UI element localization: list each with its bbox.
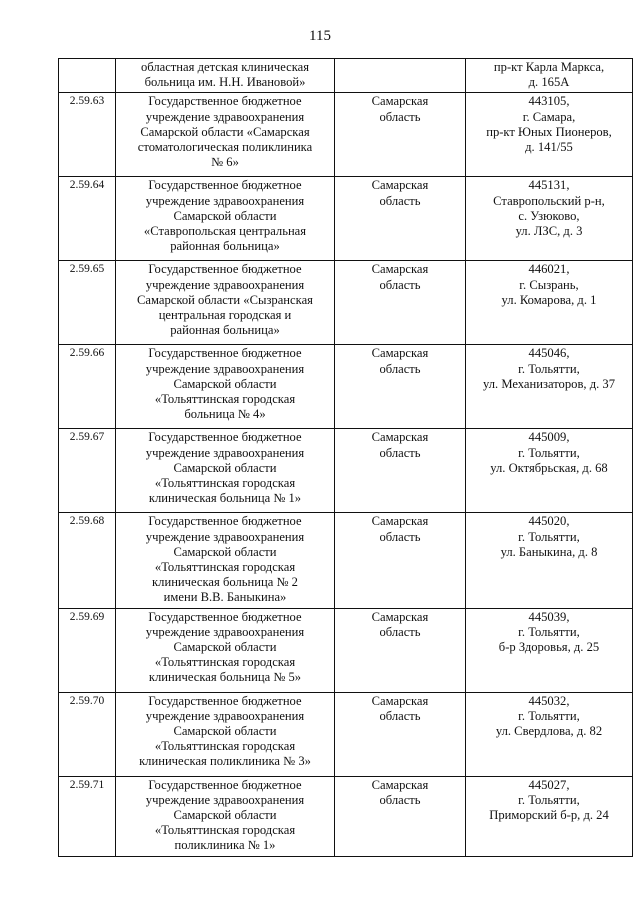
row-number-cell: 2.59.70 bbox=[59, 692, 116, 776]
institution-name-cell bbox=[116, 429, 335, 513]
address-line: ул. Свердлова, д. 82 bbox=[495, 724, 603, 739]
institution-name-cell bbox=[116, 345, 335, 429]
table-row bbox=[59, 692, 633, 776]
institution-name-line: больница № 4» bbox=[184, 407, 266, 422]
institution-name-line: клиническая больница № 2 bbox=[152, 575, 298, 590]
table-row bbox=[59, 513, 633, 608]
table-row bbox=[59, 261, 633, 345]
address-line: г. Тольятти, bbox=[518, 361, 580, 376]
address-cell bbox=[466, 608, 633, 692]
institution-name-line: «Тольяттинская городская bbox=[154, 560, 296, 575]
region-line: Самарская bbox=[371, 693, 429, 708]
institution-name-line: учреждение здравоохранения bbox=[145, 792, 305, 807]
institution-name-line: Государственное бюджетное bbox=[148, 777, 302, 792]
address-line: г. Тольятти, bbox=[518, 445, 580, 460]
institution-name-line: Самарской области bbox=[173, 376, 277, 391]
region-cell bbox=[335, 59, 466, 93]
institution-name-line: клиническая больница № 5» bbox=[148, 670, 302, 685]
address-cell bbox=[466, 776, 633, 856]
address-cell bbox=[466, 177, 633, 261]
institution-name-line: Государственное бюджетное bbox=[148, 609, 302, 624]
region-line: область bbox=[379, 361, 421, 376]
institution-name-cell bbox=[116, 261, 335, 345]
address-line: г. Тольятти, bbox=[518, 792, 580, 807]
address-cell bbox=[466, 59, 633, 93]
region-line: область bbox=[379, 445, 421, 460]
institution-name-line: районная больница» bbox=[170, 323, 280, 338]
address-line: б-р Здоровья, д. 25 bbox=[498, 640, 600, 655]
address-line: г. Сызрань, bbox=[519, 277, 579, 292]
institution-name-line: Самарской области bbox=[173, 460, 277, 475]
institution-name-line: больница им. Н.Н. Ивановой» bbox=[144, 75, 306, 90]
address-line: 445039, bbox=[528, 609, 570, 624]
institution-name-line: «Тольяттинская городская bbox=[154, 655, 296, 670]
institution-name-line: учреждение здравоохранения bbox=[145, 445, 305, 460]
institution-name-line: Самарской области bbox=[173, 808, 277, 823]
address-line: 445027, bbox=[528, 777, 570, 792]
region-line: область bbox=[379, 109, 421, 124]
region-line: Самарская bbox=[371, 346, 429, 361]
institution-name-line: Государственное бюджетное bbox=[148, 514, 302, 529]
institution-name-line: областная детская клиническая bbox=[140, 60, 310, 74]
institution-name-line: учреждение здравоохранения bbox=[145, 193, 305, 208]
institution-name-line: учреждение здравоохранения bbox=[145, 529, 305, 544]
institution-name-cell bbox=[116, 608, 335, 692]
address-line: г. Тольятти, bbox=[518, 708, 580, 723]
address-line: с. Узюково, bbox=[518, 208, 580, 223]
address-cell bbox=[466, 513, 633, 608]
region-cell bbox=[335, 513, 466, 608]
institution-name-cell bbox=[116, 59, 335, 93]
row-number-cell bbox=[59, 59, 116, 93]
row-number-cell: 2.59.65 bbox=[59, 261, 116, 345]
table-row bbox=[59, 177, 633, 261]
row-number-cell: 2.59.63 bbox=[59, 93, 116, 177]
address-line: ул. Механизаторов, д. 37 bbox=[483, 376, 615, 391]
institution-name-line: поликлиника № 1» bbox=[174, 838, 276, 853]
address-line: Ставропольский р-н, bbox=[493, 193, 605, 208]
institution-name-line: «Тольяттинская городская bbox=[154, 476, 296, 491]
institution-name-line: учреждение здравоохранения bbox=[145, 277, 305, 292]
institution-name-line: учреждение здравоохранения bbox=[145, 109, 305, 124]
institution-name-line: центральная городская и bbox=[158, 308, 292, 323]
table-row bbox=[59, 776, 633, 856]
address-line: 445020, bbox=[528, 514, 570, 529]
address-line: 445009, bbox=[528, 430, 570, 445]
address-line: 446021, bbox=[528, 262, 570, 277]
region-cell bbox=[335, 93, 466, 177]
table-row bbox=[59, 59, 633, 93]
region-line: Самарская bbox=[371, 94, 429, 109]
address-cell bbox=[466, 93, 633, 177]
address-line: г. Тольятти, bbox=[518, 624, 580, 639]
region-line: Самарская bbox=[371, 514, 429, 529]
address-line: ул. Комарова, д. 1 bbox=[501, 292, 597, 307]
region-cell bbox=[335, 177, 466, 261]
region-line: Самарская bbox=[371, 262, 429, 277]
registry-table-body bbox=[59, 59, 633, 857]
region-line: область bbox=[379, 708, 421, 723]
institution-name-line: районная больница» bbox=[170, 239, 280, 254]
address-cell bbox=[466, 261, 633, 345]
institution-name-line: учреждение здравоохранения bbox=[145, 624, 305, 639]
institution-name-line: Государственное бюджетное bbox=[148, 94, 302, 109]
row-number-cell: 2.59.68 bbox=[59, 513, 116, 608]
address-line: пр-кт Карла Маркса, bbox=[493, 60, 605, 74]
address-cell bbox=[466, 429, 633, 513]
institution-name-line: Самарской области «Самарская bbox=[140, 124, 310, 139]
address-line: д. 165А bbox=[528, 75, 570, 90]
institution-name-line: Государственное бюджетное bbox=[148, 178, 302, 193]
institution-name-cell bbox=[116, 177, 335, 261]
registry-table bbox=[58, 58, 633, 857]
institution-name-cell bbox=[116, 776, 335, 856]
address-line: пр-кт Юных Пионеров, bbox=[486, 124, 612, 139]
institution-name-line: учреждение здравоохранения bbox=[145, 708, 305, 723]
region-line: область bbox=[379, 193, 421, 208]
address-line: 443105, bbox=[528, 94, 570, 109]
table-row bbox=[59, 608, 633, 692]
region-line: Самарская bbox=[371, 430, 429, 445]
institution-name-line: Самарской области bbox=[173, 640, 277, 655]
region-line: Самарская bbox=[371, 178, 429, 193]
institution-name-line: Самарской области bbox=[173, 208, 277, 223]
address-cell bbox=[466, 345, 633, 429]
row-number-cell: 2.59.69 bbox=[59, 608, 116, 692]
institution-name-line: «Тольяттинская городская bbox=[154, 823, 296, 838]
institution-name-cell bbox=[116, 513, 335, 608]
region-line: Самарская bbox=[371, 777, 429, 792]
region-line: область bbox=[379, 529, 421, 544]
institution-name-cell bbox=[116, 93, 335, 177]
address-line: г. Самара, bbox=[522, 109, 576, 124]
address-line: ул. Октябрьская, д. 68 bbox=[490, 460, 608, 475]
address-line: 445131, bbox=[528, 178, 570, 193]
row-number-cell: 2.59.71 bbox=[59, 776, 116, 856]
address-line: 445032, bbox=[528, 693, 570, 708]
institution-name-line: «Ставропольская центральная bbox=[143, 224, 307, 239]
page-number: 115 bbox=[309, 28, 331, 44]
region-line: область bbox=[379, 277, 421, 292]
row-number-cell: 2.59.64 bbox=[59, 177, 116, 261]
region-line: область bbox=[379, 792, 421, 807]
institution-name-line: клиническая больница № 1» bbox=[148, 491, 302, 506]
table-row bbox=[59, 345, 633, 429]
region-cell bbox=[335, 776, 466, 856]
institution-name-line: Самарской области bbox=[173, 544, 277, 559]
address-line: д. 141/55 bbox=[525, 140, 573, 155]
region-cell bbox=[335, 692, 466, 776]
institution-name-line: Государственное бюджетное bbox=[148, 262, 302, 277]
institution-name-line: Самарской области «Сызранская bbox=[137, 292, 313, 307]
institution-name-line: № 6» bbox=[211, 155, 239, 170]
institution-name-line: «Тольяттинская городская bbox=[154, 739, 296, 754]
row-number-cell: 2.59.66 bbox=[59, 345, 116, 429]
address-line: ул. ЛЗС, д. 3 bbox=[515, 224, 583, 239]
row-number-cell: 2.59.67 bbox=[59, 429, 116, 513]
institution-name-cell bbox=[116, 692, 335, 776]
institution-name-line: имени В.В. Баныкина» bbox=[163, 590, 287, 605]
table-row bbox=[59, 429, 633, 513]
institution-name-line: Государственное бюджетное bbox=[148, 693, 302, 708]
institution-name-line: Государственное бюджетное bbox=[148, 346, 302, 361]
institution-name-line: «Тольяттинская городская bbox=[154, 392, 296, 407]
table-row bbox=[59, 93, 633, 177]
institution-name-line: клиническая поликлиника № 3» bbox=[139, 754, 311, 769]
address-line: г. Тольятти, bbox=[518, 529, 580, 544]
address-line: ул. Баныкина, д. 8 bbox=[500, 544, 598, 559]
institution-name-line: Государственное бюджетное bbox=[148, 430, 302, 445]
address-line: 445046, bbox=[528, 346, 570, 361]
address-line: Приморский б-р, д. 24 bbox=[489, 808, 609, 823]
region-cell bbox=[335, 261, 466, 345]
institution-name-line: стоматологическая поликлиника bbox=[137, 140, 313, 155]
address-cell bbox=[466, 692, 633, 776]
region-cell bbox=[335, 608, 466, 692]
region-line: Самарская bbox=[371, 609, 429, 624]
institution-name-line: Самарской области bbox=[173, 724, 277, 739]
region-cell bbox=[335, 345, 466, 429]
institution-name-line: учреждение здравоохранения bbox=[145, 361, 305, 376]
region-line: область bbox=[379, 624, 421, 639]
region-cell bbox=[335, 429, 466, 513]
